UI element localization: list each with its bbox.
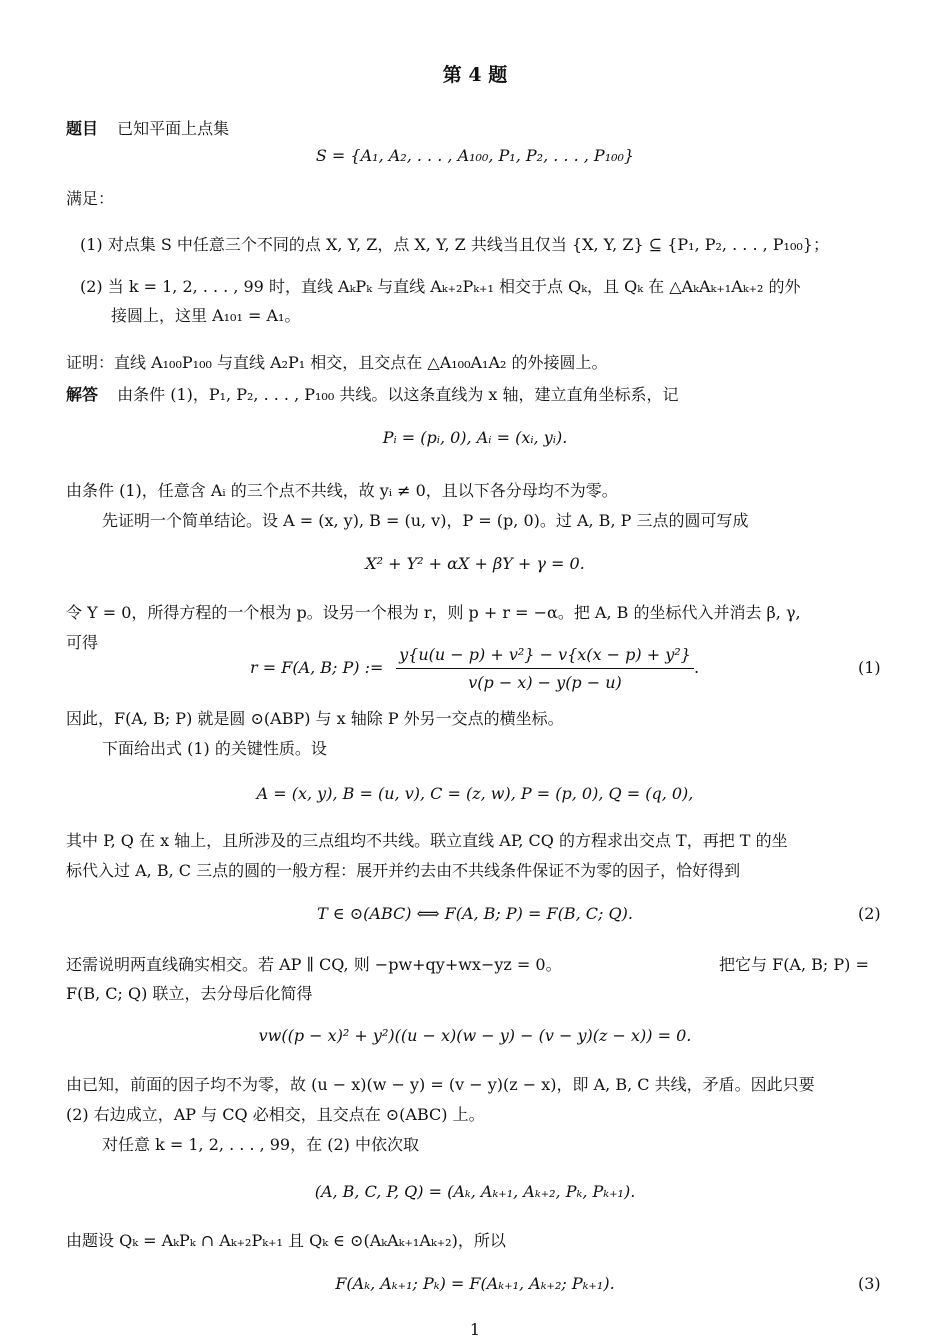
page-title: 第 4 题	[442, 64, 508, 86]
problem-label: 题目	[66, 119, 99, 138]
eq1-period: .	[694, 658, 700, 677]
solution-sentence-6: 因此，F(A, B; P) 就是圆 ⊙(ABP) 与 x 轴除 P 外另一交点的横坐标。	[66, 709, 564, 728]
satisfy-text: 满足：	[66, 189, 115, 208]
points-equation: A = (x, y), B = (u, v), C = (z, w), P = (p, 0), Q = (q, 0),	[256, 784, 694, 803]
solution-sentence-9: 标代入过 A, B, C 三点的圆的一般方程：展开并约去由不共线条件保证不为零的因子，恰好得到	[66, 861, 741, 880]
solution-sentence-12: 由已知，前面的因子均不为零，故 (u − x)(w − y) = (v − y)(z − x)，即 A, B, C 共线，矛盾。因此只要	[66, 1075, 815, 1094]
solution-sentence-3: 先证明一个简单结论。设 A = (x, y), B = (u, v)，P = (p, 0)。过 A, B, P 三点的圆可写成	[102, 511, 749, 530]
prove-statement: 证明：直线 A₁₀₀P₁₀₀ 与直线 A₂P₁ 相交，且交点在 △A₁₀₀A₁A₂ 的外接圆上。	[66, 353, 608, 372]
coords-equation: Pᵢ = (pᵢ, 0), Aᵢ = (xᵢ, yᵢ).	[382, 428, 568, 447]
condition-1: (1) 对点集 S 中任意三个不同的点 X, Y, Z，点 X, Y, Z 共线当且仅当 {X, Y, Z} ⊆ {P₁, P₂, . . . , P₁₀₀}；	[80, 235, 829, 254]
solution-sentence-4: 令 Y = 0，所得方程的一个根为 p。设另一个根为 r，则 p + r = −α。把 A, B 的坐标代入并消去 β, γ,	[66, 603, 801, 622]
solution-sentence-13: (2) 右边成立，AP 与 CQ 必相交，且交点在 ⊙(ABC) 上。	[66, 1105, 485, 1124]
solution-sentence-10b: 把它与 F(A, B; P) =	[719, 955, 869, 974]
page-number: 1	[469, 1320, 481, 1339]
eq2: T ∈ ⊙(ABC) ⟺ F(A, B; P) = F(B, C; Q).	[317, 904, 633, 923]
solution-sentence-7: 下面给出式 (1) 的关键性质。设	[102, 739, 327, 758]
solution-sentence-11: F(B, C; Q) 联立，去分母后化简得	[66, 984, 313, 1003]
eq2-number: (2)	[858, 904, 881, 923]
solution-sentence-10a: 还需说明两直线确实相交。若 AP ∥ CQ, 则 −pw+qy+wx−yz = 0。	[66, 955, 562, 974]
solution-sentence-5: 可得	[66, 633, 99, 652]
eq3-number: (3)	[858, 1274, 881, 1293]
eq1-lhs: r = F(A, B; P) :=	[250, 658, 384, 677]
solution-sentence-2: 由条件 (1)，任意含 Aᵢ 的三个点不共线，故 yᵢ ≠ 0，且以下各分母均不为零。	[66, 481, 618, 500]
set-equation: S = {A₁, A₂, . . . , A₁₀₀, P₁, P₂, . . . , P₁₀₀}	[315, 146, 635, 165]
vw-equation: vw((p − x)² + y²)((u − x)(w − y) − (v − y)(z − x)) = 0.	[258, 1026, 692, 1045]
problem-intro: 已知平面上点集	[117, 119, 230, 138]
eq1-numerator: y{u(u − p) + v²} − v{x(x − p) + y²}	[399, 645, 691, 664]
eq1-fraction-bar	[396, 668, 694, 669]
solution-sentence-8: 其中 P, Q 在 x 轴上，且所涉及的三点组均不共线。联立直线 AP, CQ 的方程求出交点 T，再把 T 的坐	[66, 831, 788, 850]
circle-equation: X² + Y² + αX + βY + γ = 0.	[365, 554, 585, 573]
problem-heading-line	[66, 116, 229, 139]
condition-2-line-1: (2) 当 k = 1, 2, . . . , 99 时，直线 AₖPₖ 与直线 Aₖ₊₂Pₖ₊₁ 相交于点 Qₖ，且 Qₖ 在 △AₖAₖ₊₁Aₖ₊₂ 的外	[80, 277, 801, 296]
eq1-denominator: v(p − x) − y(p − u)	[468, 673, 622, 692]
substitution-equation: (A, B, C, P, Q) = (Aₖ, Aₖ₊₁, Aₖ₊₂, Pₖ, Pₖ₊₁).	[314, 1182, 636, 1201]
solution-sentence-1: 由条件 (1)，P₁, P₂, . . . , P₁₀₀ 共线。以这条直线为 x 轴，建立直角坐标系，记	[117, 385, 679, 404]
solution-label: 解答	[66, 385, 99, 404]
solution-sentence-15: 由题设 Qₖ = AₖPₖ ∩ Aₖ₊₂Pₖ₊₁ 且 Qₖ ∈ ⊙(AₖAₖ₊₁Aₖ₊₂)，所以	[66, 1231, 506, 1250]
condition-2-line-2: 接圆上，这里 A₁₀₁ = A₁。	[111, 306, 301, 325]
solution-first-line	[66, 382, 679, 405]
solution-sentence-14: 对任意 k = 1, 2, . . . , 99，在 (2) 中依次取	[102, 1135, 419, 1154]
eq1-number: (1)	[858, 658, 881, 677]
eq3: F(Aₖ, Aₖ₊₁; Pₖ) = F(Aₖ₊₁, Aₖ₊₂; Pₖ₊₁).	[335, 1274, 615, 1293]
